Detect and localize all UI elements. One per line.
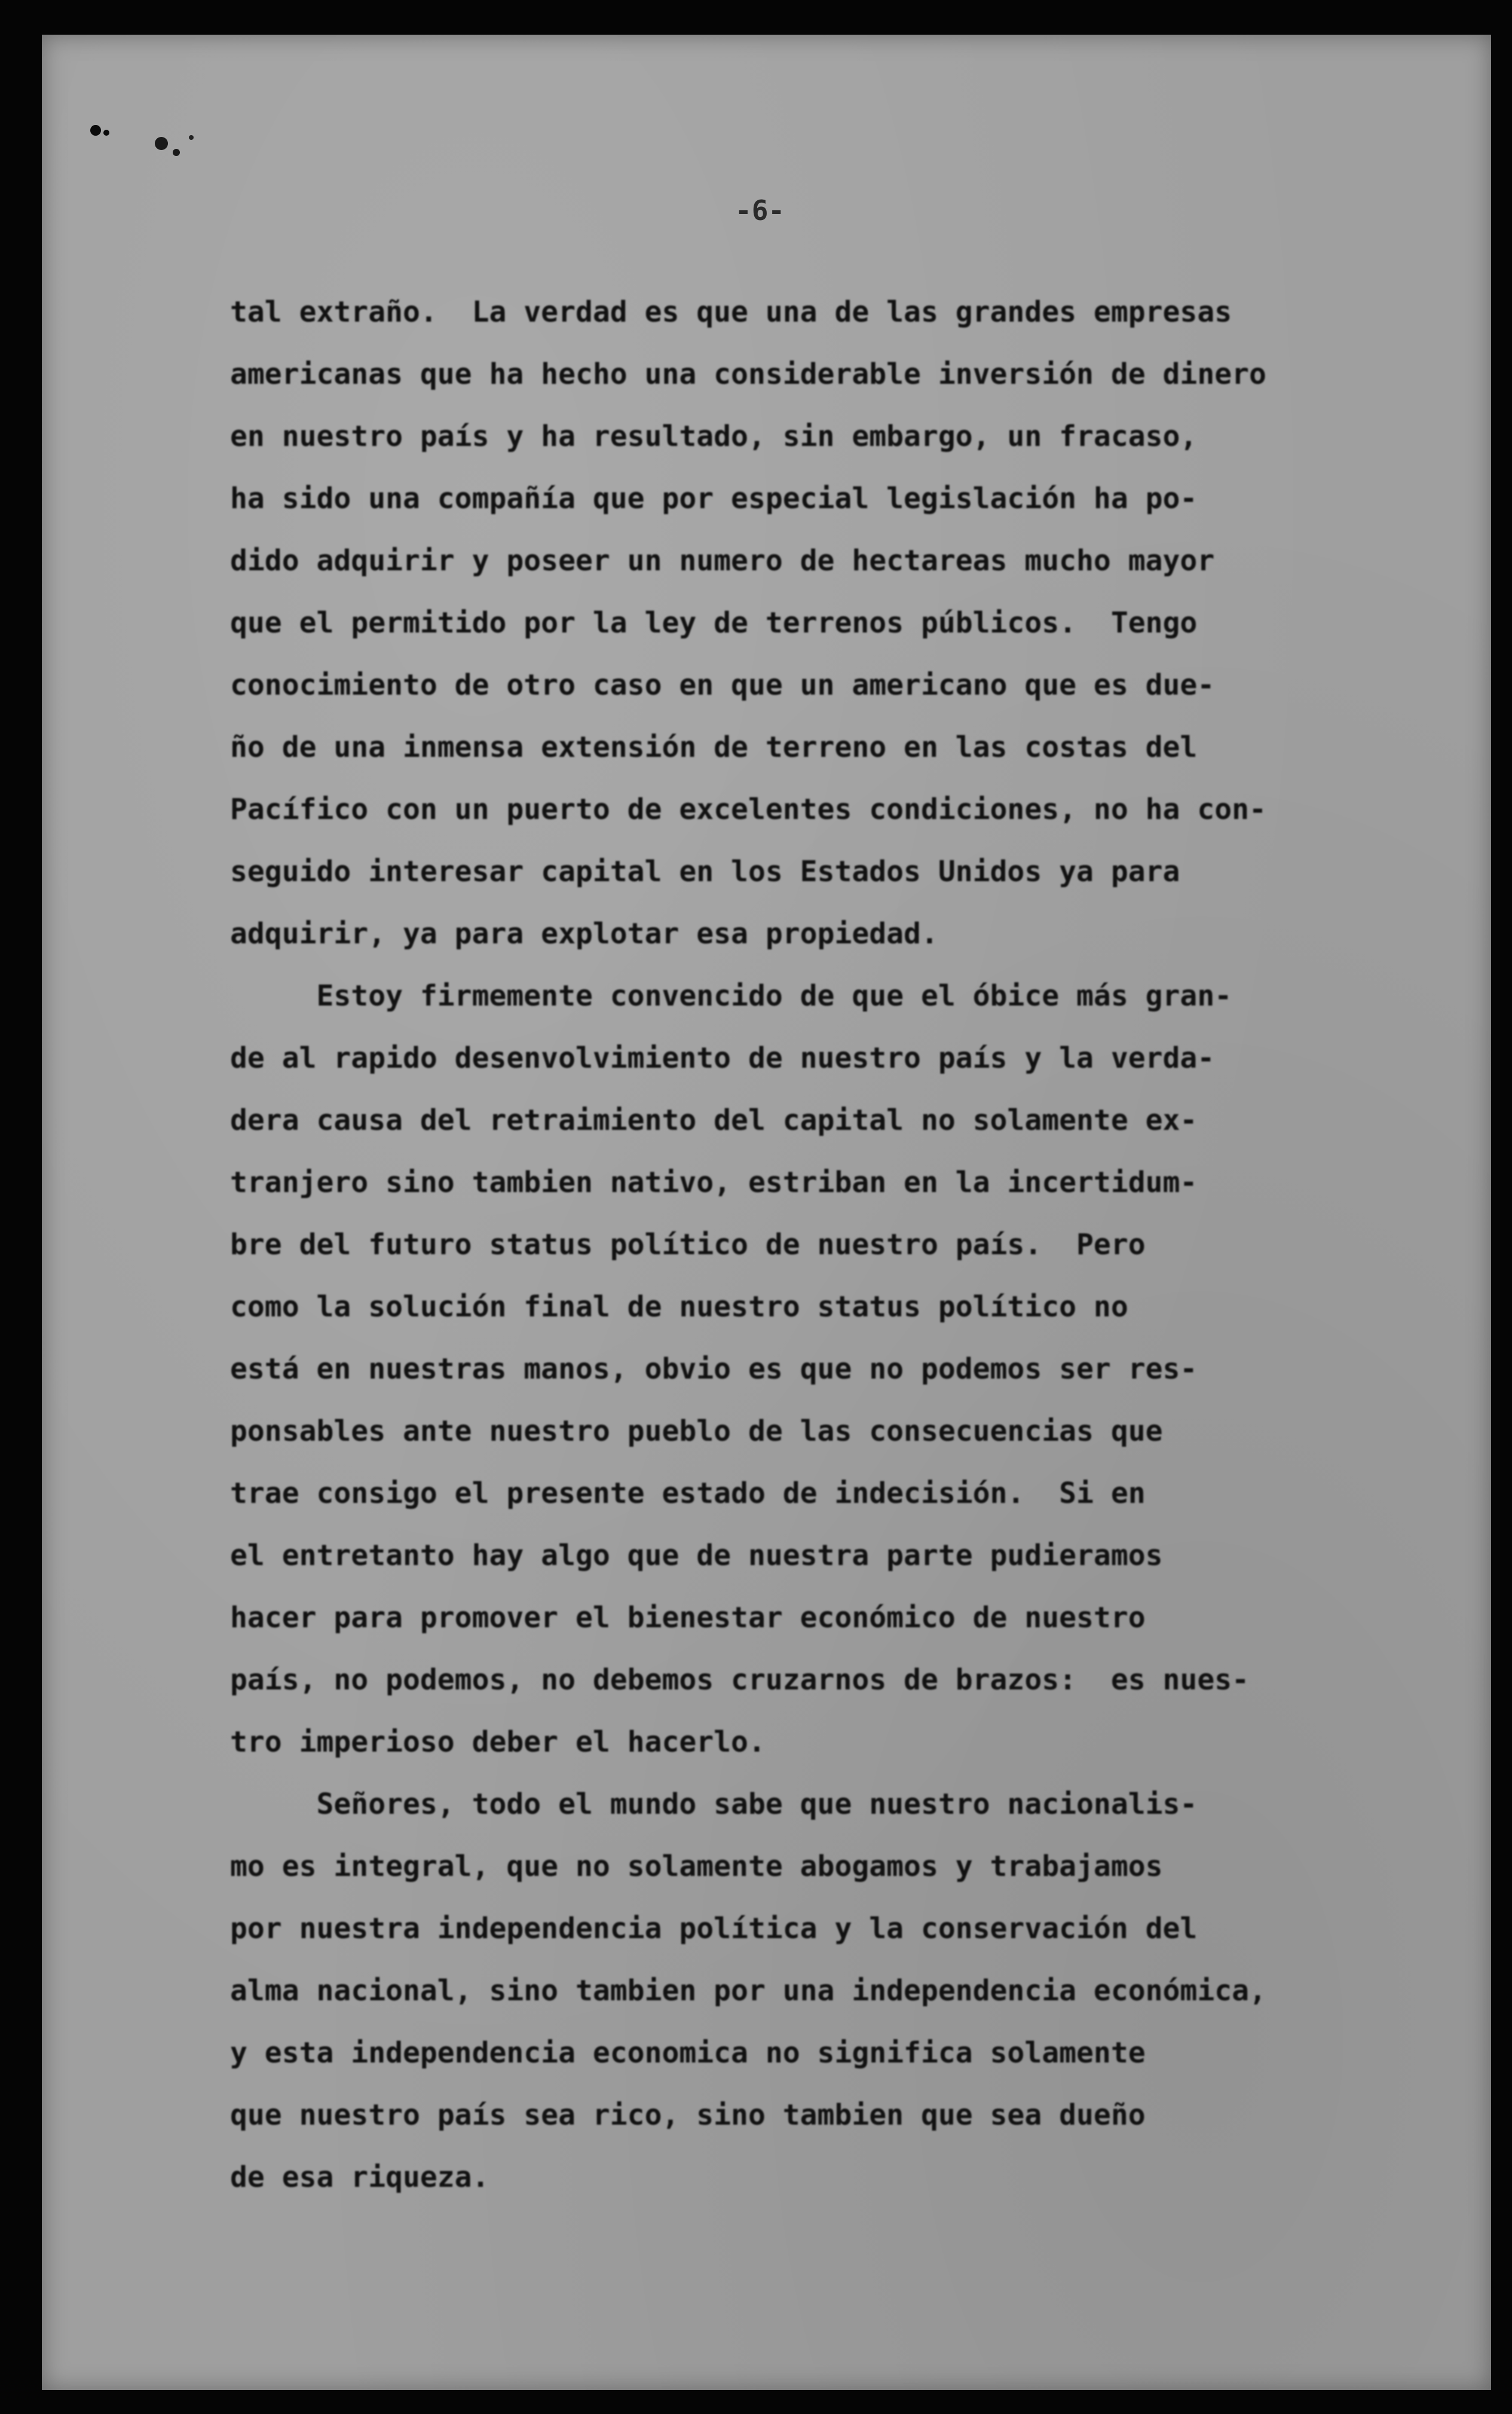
- text-line: de esa riqueza.: [230, 2161, 489, 2194]
- body-text: [230, 281, 1306, 2208]
- speck: [103, 130, 109, 136]
- text-line: que nuestro país sea rico, sino tambien que sea dueño: [230, 2098, 1146, 2132]
- text-line: por nuestra independencia política y la conservación del: [230, 1912, 1198, 1945]
- text-line: seguido interesar capital en los Estados Unidos ya para: [230, 855, 1180, 888]
- text-line: conocimiento de otro caso en que un americano que es due-: [230, 668, 1215, 702]
- speck: [173, 149, 180, 156]
- text-line: tranjero sino tambien nativo, estriban en la incertidum-: [230, 1166, 1198, 1199]
- text-line: adquirir, ya para explotar esa propiedad.: [230, 917, 938, 951]
- text-line: ponsables ante nuestro pueblo de las consecuencias que: [230, 1414, 1163, 1448]
- text-line: en nuestro país y ha resultado, sin embargo, un fracaso,: [230, 420, 1198, 453]
- text-line: de al rapido desenvolvimiento de nuestro país y la verda-: [230, 1041, 1215, 1075]
- text-line: está en nuestras manos, obvio es que no podemos ser res-: [230, 1352, 1198, 1386]
- page-number: -6-: [735, 194, 785, 227]
- speck: [189, 135, 194, 140]
- text-line: tro imperioso deber el hacerlo.: [230, 1725, 766, 1759]
- text-line: ño de una inmensa extensión de terreno en las costas del: [230, 731, 1198, 764]
- text-line: como la solución final de nuestro status político no: [230, 1290, 1128, 1324]
- text-line: país, no podemos, no debemos cruzarnos de brazos: es nues-: [230, 1663, 1250, 1697]
- text-line: Estoy firmemente convencido de que el óbice más gran-: [230, 979, 1232, 1013]
- text-line: tal extraño. La verdad es que una de las grandes empresas: [230, 295, 1232, 329]
- text-line: americanas que ha hecho una considerable inversión de dinero: [230, 357, 1266, 391]
- text-line: dera causa del retraimiento del capital no solamente ex-: [230, 1104, 1198, 1137]
- text-line: Señores, todo el mundo sabe que nuestro nacionalis-: [230, 1787, 1198, 1821]
- text-line: mo es integral, que no solamente abogamos y trabajamos: [230, 1850, 1163, 1883]
- speck: [90, 125, 101, 136]
- text-line: dido adquirir y poseer un numero de hectareas mucho mayor: [230, 544, 1215, 577]
- text-line: trae consigo el presente estado de indecisión. Si en: [230, 1477, 1146, 1510]
- text-line: bre del futuro status político de nuestro país. Pero: [230, 1228, 1146, 1261]
- text-line: Pacífico con un puerto de excelentes condiciones, no ha con-: [230, 793, 1266, 826]
- text-line: alma nacional, sino tambien por una independencia económica,: [230, 1974, 1266, 2007]
- dust-specks: [72, 120, 227, 191]
- speck: [155, 137, 168, 150]
- text-line: que el permitido por la ley de terrenos públicos. Tengo: [230, 606, 1198, 640]
- text-line: ha sido una compañía que por especial legislación ha po-: [230, 482, 1198, 515]
- text-line: y esta independencia economica no significa solamente: [230, 2036, 1146, 2070]
- text-line: el entretanto hay algo que de nuestra parte pudieramos: [230, 1539, 1163, 1572]
- text-line: hacer para promover el bienestar económico de nuestro: [230, 1601, 1146, 1634]
